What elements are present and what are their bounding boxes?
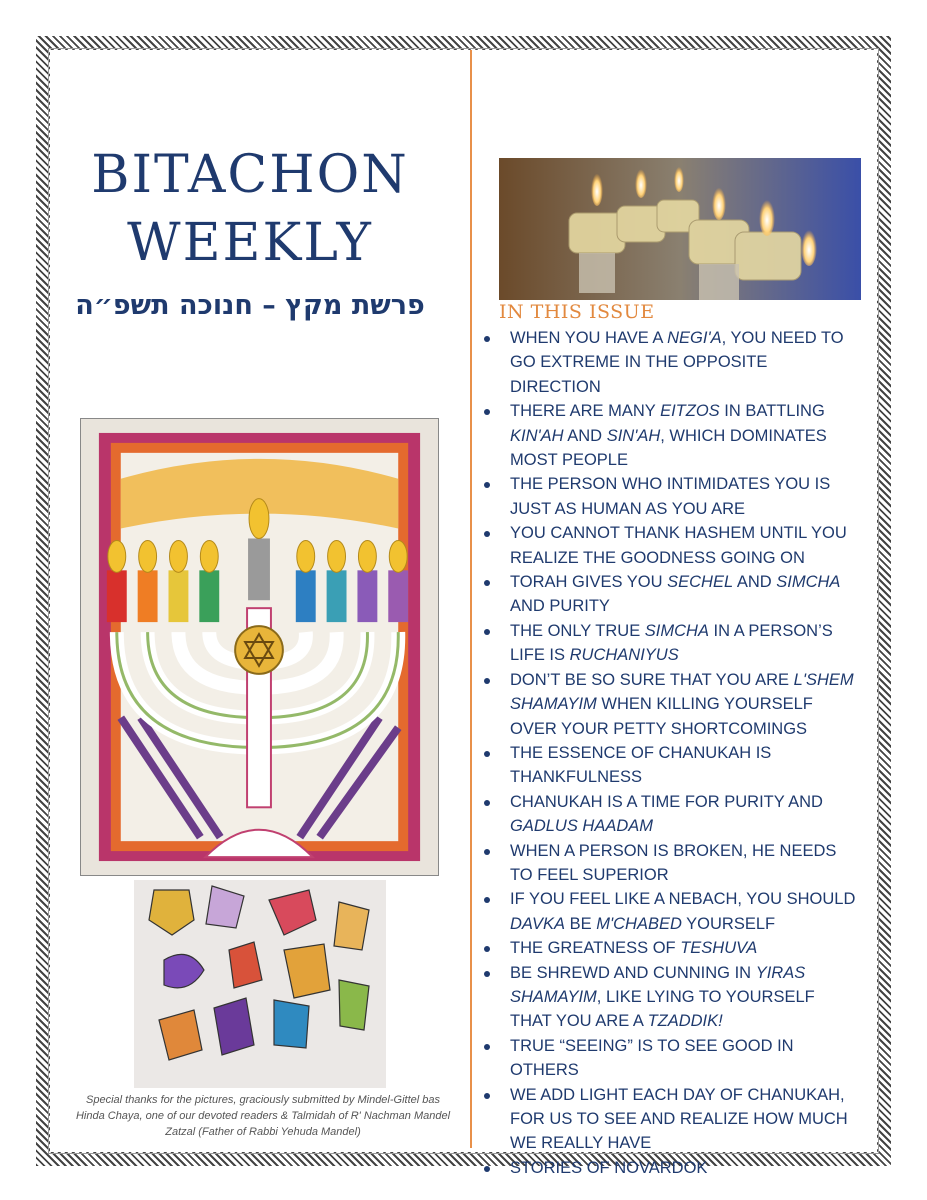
- issue-text: , YOU NEED TO GO EXTREME IN THE OPPOSITE DIRECTION: [510, 329, 844, 396]
- issue-text: YOURSELF: [681, 914, 776, 933]
- issue-text: AND: [733, 573, 777, 592]
- column-divider: [470, 50, 472, 1148]
- issue-term: SIMCHA: [776, 573, 841, 592]
- issue-list: [484, 326, 859, 1180]
- issue-term: SIN'AH: [606, 426, 661, 445]
- issue-term: TESHUVA: [680, 939, 758, 958]
- issue-text: WHEN A PERSON IS BROKEN, HE NEEDS TO FEEL SUPERIOR: [510, 841, 837, 884]
- issue-list-item: [484, 570, 859, 619]
- issue-text: , LIKE LYING TO YOURSELF THAT YOU ARE A: [510, 987, 815, 1031]
- issue-list-item: [484, 936, 859, 960]
- issue-list-item: [484, 839, 859, 888]
- issue-list-item: [484, 668, 859, 741]
- issue-text: STORIES OF NOVARDOK: [510, 1158, 708, 1177]
- issue-term: NEGI'A: [667, 329, 722, 347]
- issue-text: IN BATTLING: [719, 402, 825, 421]
- issue-text: AND: [563, 426, 607, 445]
- issue-term: M'CHABED: [596, 914, 682, 933]
- issue-term: EITZOS: [660, 402, 720, 421]
- parsha-heading: פרשת מקץ – חנוכה תשפ״ה: [75, 290, 425, 321]
- issue-text: TORAH GIVES YOU: [510, 573, 668, 592]
- issue-list-item: [484, 472, 859, 521]
- issue-term: SIMCHA: [644, 621, 709, 640]
- issue-text: THE PERSON WHO INTIMIDATES YOU IS JUST AS HUMAN AS YOU ARE: [510, 475, 831, 518]
- issue-text: AND PURITY: [510, 597, 610, 616]
- masthead-title-line2: WEEKLY: [127, 213, 373, 273]
- issue-text: CHANUKAH IS A TIME FOR PURITY AND: [510, 792, 823, 811]
- issue-text: WHEN KILLING YOURSELF OVER YOUR PETTY SHORTCOMINGS: [510, 695, 813, 738]
- issue-text: THE GREATNESS OF: [510, 939, 681, 958]
- issue-list-item: [484, 741, 859, 790]
- in-this-issue-heading: IN THIS ISSUE: [499, 301, 655, 323]
- picture-credit: Special thanks for the pictures, graciously submitted by Mindel-Gittel bas Hinda Chaya, one of our devoted readers & Talmidah of R' Nachman Mandel Zatzal (Father of Rabbi Yehuda Mandel): [75, 1094, 451, 1138]
- issue-term: KIN'AH: [510, 426, 564, 445]
- masthead-title-line1: BITACHON: [91, 145, 409, 205]
- issue-list-item: [484, 790, 859, 839]
- issue-list-item: [484, 887, 859, 936]
- issue-list-item: [484, 399, 859, 472]
- issue-text: IN A PERSON’S LIFE IS: [510, 621, 833, 665]
- issue-text: , WHICH DOMINATES MOST PEOPLE: [510, 426, 827, 470]
- issue-list-item: [484, 1083, 859, 1156]
- issue-term: L'SHEM SHAMAYIM: [510, 670, 854, 714]
- issue-term: RUCHANIYUS: [569, 646, 679, 665]
- issue-term: DAVKA: [510, 914, 566, 933]
- issue-text: THE ONLY TRUE: [510, 621, 645, 640]
- issue-list-item: [484, 521, 859, 570]
- issue-term: GADLUS HAADAM: [510, 817, 654, 836]
- issue-text: DON’T BE SO SURE THAT YOU ARE: [510, 670, 794, 689]
- issue-text: IF YOU FEEL LIKE A NEBACH, YOU SHOULD: [510, 890, 856, 909]
- issue-list-item: [484, 619, 859, 668]
- issue-list-item: [484, 326, 859, 399]
- issue-text: YOU CANNOT THANK HASHEM UNTIL YOU REALIZE THE GOODNESS GOING ON: [510, 524, 847, 567]
- issue-text: WHEN YOU HAVE A: [510, 329, 668, 347]
- issue-text: THERE ARE MANY: [510, 402, 661, 421]
- issue-list-item: [484, 1156, 859, 1180]
- issue-text: WE ADD LIGHT EACH DAY OF CHANUKAH, FOR US TO SEE AND REALIZE HOW MUCH WE REALLY HAVE: [510, 1085, 848, 1153]
- menorah-picture: [80, 418, 439, 876]
- issue-term: YIRAS SHAMAYIM: [510, 963, 806, 1006]
- issue-text: THE ESSENCE OF CHANUKAH IS THANKFULNESS: [510, 743, 772, 787]
- issue-text: TRUE “SEEING” IS TO SEE GOOD IN OTHERS: [510, 1036, 794, 1080]
- issue-term: SECHEL: [667, 573, 734, 592]
- issue-list-item: [484, 961, 859, 1034]
- dreidel-picture: [134, 880, 386, 1088]
- issue-term: TZADDIK!: [647, 1012, 723, 1031]
- issue-list-item: [484, 1034, 859, 1083]
- issue-text: BE SHREWD AND CUNNING IN: [510, 963, 756, 982]
- issue-text: BE: [565, 914, 597, 933]
- candles-photo: [499, 158, 861, 300]
